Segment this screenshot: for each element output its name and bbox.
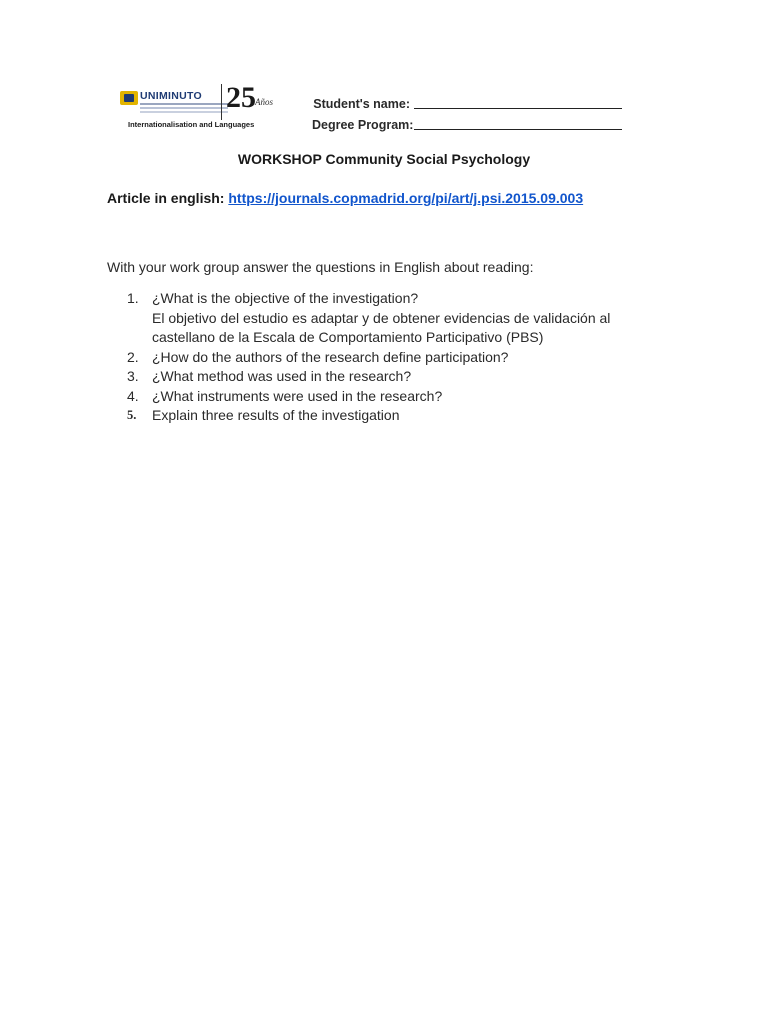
question-text: ¿What method was used in the research?	[152, 368, 412, 384]
student-name-field[interactable]	[414, 94, 622, 109]
question-text: ¿What instruments were used in the research?	[152, 387, 443, 404]
document-header	[0, 0, 768, 140]
article-reference	[107, 190, 583, 206]
degree-program-field[interactable]	[414, 115, 622, 130]
question-number: 2.	[127, 348, 139, 365]
question-number: 3.	[127, 368, 139, 384]
student-name-row	[312, 91, 632, 112]
questions-list	[127, 289, 687, 426]
question-item-3	[127, 367, 687, 387]
article-link[interactable]: https://journals.copmadrid.org/pi/art/j.psi.2015.09.003	[228, 190, 584, 206]
question-number: 4.	[127, 387, 139, 404]
logo-divider	[221, 84, 222, 120]
question-text: ¿How do the authors of the research define participation?	[152, 348, 509, 365]
logo-anniversary-word: Años	[255, 97, 273, 107]
question-text: Explain three results of the investigation	[152, 407, 400, 423]
question-text: ¿What is the objective of the investigation?	[152, 290, 419, 306]
answer-text-line-2: castellano de la Escala de Comportamiento Participativo (PBS)	[152, 329, 544, 345]
question-number: 5.	[127, 408, 137, 422]
page-title: WORKSHOP Community Social Psychology	[237, 151, 531, 167]
degree-program-label: Degree Program:	[312, 118, 414, 132]
logo-tagline: Internationalisation and Languages	[128, 120, 255, 129]
degree-program-row	[312, 112, 632, 133]
question-item-5	[127, 406, 687, 426]
student-fields	[312, 91, 632, 133]
question-item-4	[127, 387, 687, 407]
uniminuto-logo	[118, 83, 278, 131]
instructions-text: With your work group answer the questions in English about reading:	[107, 259, 534, 275]
question-item-1	[127, 289, 687, 348]
answer-text-line-1: El objetivo del estudio es adaptar y de obtener evidencias de validación al	[152, 309, 611, 326]
student-name-label: Student's name:	[313, 97, 410, 111]
logo-subline-decoration	[140, 103, 228, 105]
uniminuto-emblem-icon	[120, 91, 138, 105]
question-item-2	[127, 348, 687, 368]
logo-wordmark: UNIMINUTO	[140, 90, 203, 102]
question-number: 1.	[127, 290, 139, 306]
logo-anniversary-number: 25	[226, 81, 256, 114]
article-label: Article in english:	[107, 190, 225, 206]
